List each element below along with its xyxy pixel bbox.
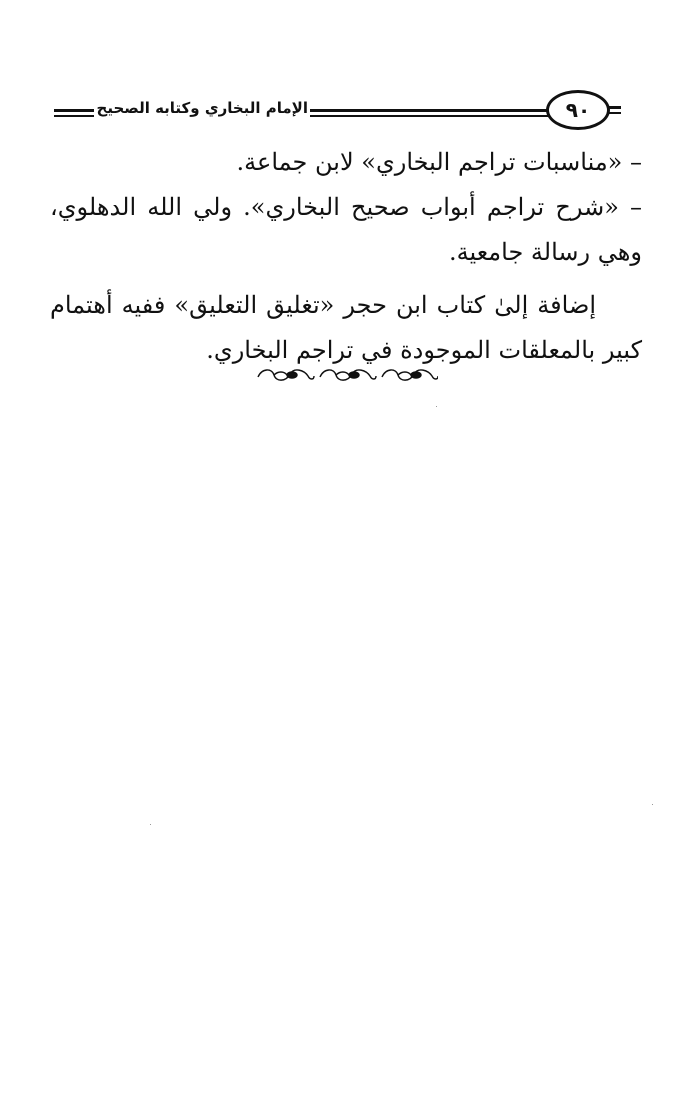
page-body [50,140,642,373]
running-title: الإمام البخاري وكتابه الصحيح [96,99,308,117]
section-end-ornament [254,362,438,388]
header-rule-left [54,109,94,117]
bullet-item-2: – «شرح تراجم أبواب صحيح البخاري». ولي الله الدهلوي، وهي رسالة جامعية. [50,193,642,266]
scan-speck [150,824,151,825]
scan-speck [436,406,437,407]
body-paragraph: إضافة إلىٰ كتاب ابن حجر «تغليق التعليق» ففيه أهتمام كبير بالمعلقات الموجودة في تراجم البخاري. [50,291,642,364]
page-number-badge [546,90,610,130]
page-header [52,88,638,136]
page-number: ٩٠ [565,98,591,122]
bullet-item-1: – «مناسبات تراجم البخاري» لابن جماعة. [236,148,642,176]
ornament-flourish-2 [320,370,376,380]
scan-speck [652,804,653,805]
header-rule-middle [310,109,572,117]
ornament-flourish-3 [382,370,438,380]
ornament-flourish-1 [258,370,314,380]
